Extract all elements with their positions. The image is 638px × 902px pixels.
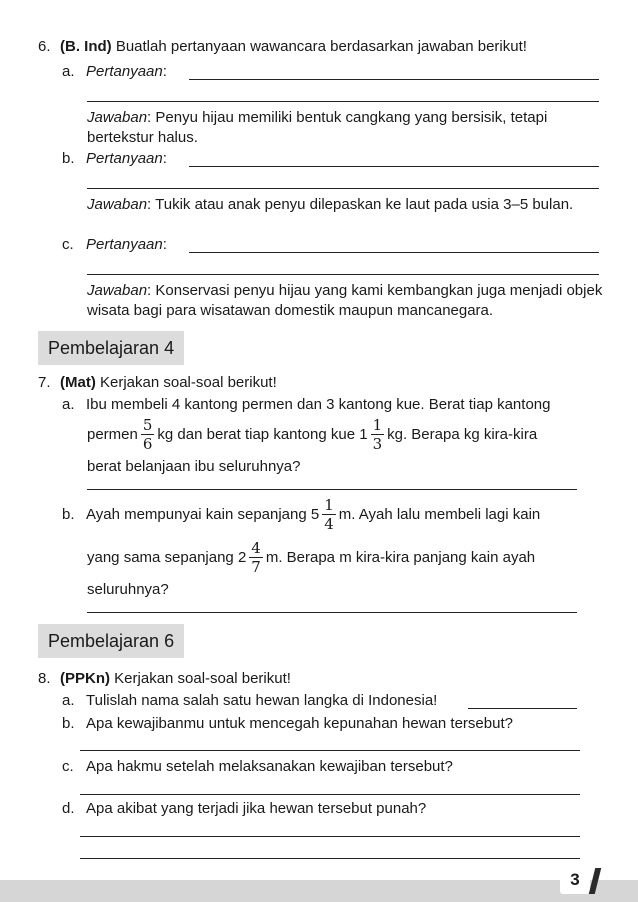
q6b-answer-line-2[interactable] [87, 188, 599, 189]
q7-instruction: Kerjakan soal-soal berikut! [100, 374, 277, 391]
q6b-prompt: b. Pertanyaan: [62, 150, 167, 167]
q8c-text: c. Apa hakmu setelah melaksanakan kewajiban tersebut? [62, 758, 453, 775]
q6-subject: (B. Ind) [60, 38, 112, 55]
fraction-5-6: $\frac{5}{6}$ [142, 415, 153, 453]
fraction-1-4: $\frac{1}{4}$ [324, 495, 334, 533]
q7a-line-1: a. Ibu membeli 4 kantong permen dan 3 kantong kue. Berat tiap kantong [62, 396, 551, 413]
q6a-prompt: a. Pertanyaan: [62, 63, 167, 80]
q6a-answer-line-2[interactable] [87, 101, 599, 102]
q8d-answer-line-2[interactable] [80, 858, 580, 859]
q6-number: 6. [38, 38, 51, 55]
q6c-prompt: c. Pertanyaan: [62, 236, 167, 253]
page-number: 3 [560, 866, 590, 894]
q6a-answer-line-1[interactable] [189, 79, 599, 80]
q8b-answer-line[interactable] [80, 750, 580, 751]
q8-subject: (PPKn) [60, 670, 110, 687]
q6-instruction: Buatlah pertanyaan wawancara berdasarkan jawaban berikut! [115, 38, 527, 55]
q6c-answer-line-1[interactable] [189, 252, 599, 253]
q6b-answer-line-1[interactable] [189, 166, 599, 167]
q7a-answer-line[interactable] [87, 489, 577, 490]
q8b-text: b. Apa kewajibanmu untuk mencegah kepunahan hewan tersebut? [62, 715, 513, 732]
section-heading-pembelajaran-4: Pembelajaran 4 [38, 331, 184, 365]
footer-bar [0, 880, 638, 902]
fraction-4-7: $\frac{4}{7}$ [251, 538, 261, 576]
q8a-text: a. Tulislah nama salah satu hewan langka di Indonesia! [62, 692, 438, 709]
q7-number: 7. [38, 374, 51, 391]
q7b-line-3: seluruhnya? [87, 581, 169, 598]
q6b-answer: Jawaban: Tukik atau anak penyu dilepaskan ke laut pada usia 3–5 bulan. [87, 196, 574, 213]
q8-instruction: Kerjakan soal-soal berikut! [114, 670, 291, 687]
q6c-answer-line-2[interactable] [87, 274, 599, 275]
q7a-line-3: berat belanjaan ibu seluruhnya? [87, 458, 301, 475]
q6c-answer: Jawaban: Konservasi penyu hijau yang kami kembangkan juga menjadi objek wisata bagi para wisatawan domestik maupun mancanegara. [87, 282, 603, 319]
q8-number: 8. [38, 670, 51, 687]
q8d-text: d. Apa akibat yang terjadi jika hewan tersebut punah? [62, 800, 427, 817]
q8d-answer-line-1[interactable] [80, 836, 580, 837]
q6a-answer: Jawaban: Penyu hijau memiliki bentuk cangkang yang bersisik, tetapi bertekstur halus. [87, 109, 548, 146]
q7b-answer-line[interactable] [87, 612, 577, 613]
q7-title [38, 374, 277, 391]
q7b-line-2: yang sama sepanjang 2 $\frac{4}{7}$ m. Berapa m kira-kira panjang kain ayah [87, 538, 536, 576]
q8-title [38, 670, 291, 687]
section-heading-pembelajaran-6: Pembelajaran 6 [38, 624, 184, 658]
q6-title [38, 38, 527, 55]
q8a-answer-line[interactable] [468, 708, 577, 709]
fraction-1-3: $\frac{1}{3}$ [372, 415, 383, 453]
q7a-line-2: permen $\frac{5}{6}$ kg dan berat tiap kantong kue 1 $\frac{1}{3}$ kg. Berapa kg kira-kira [87, 415, 538, 453]
q8c-answer-line[interactable] [80, 794, 580, 795]
q7-subject: (Mat) [60, 374, 96, 391]
q7b-line-1: b. Ayah mempunyai kain sepanjang 5 $\frac{1}{4}$ m. Ayah lalu membeli lagi kain [62, 495, 541, 533]
